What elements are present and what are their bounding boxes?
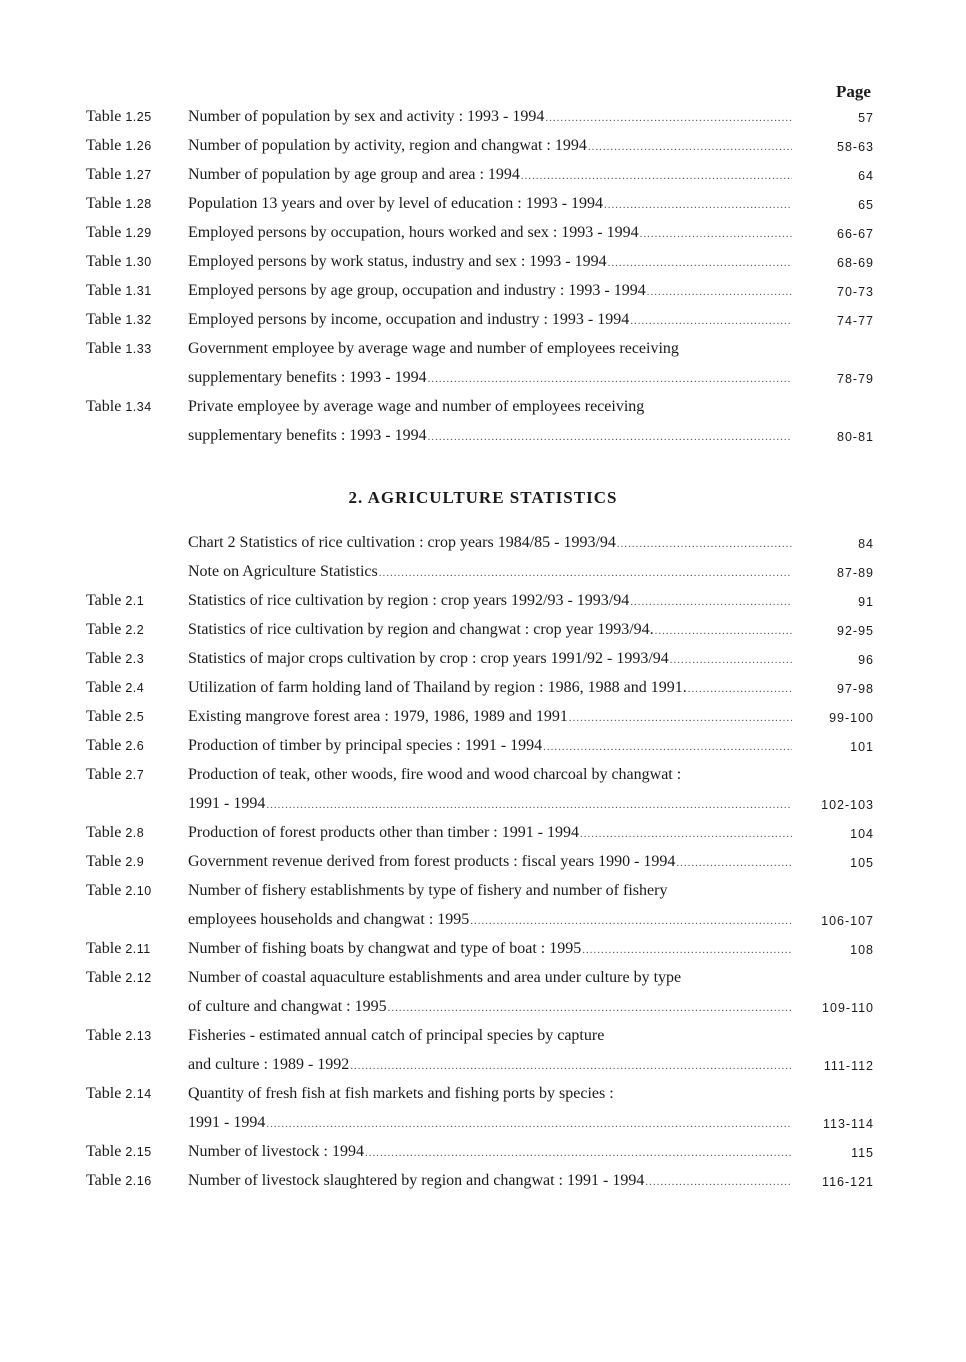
- toc-entry-title: Private employee by average wage and number of employees receiving: [188, 398, 645, 415]
- toc-entry-title: Statistics of major crops cultivation by crop : crop years 1991/92 - 1993/94: [188, 650, 669, 667]
- toc-entry-number: 2.7: [125, 768, 145, 782]
- toc-entry-title: Utilization of farm holding land of Thailand by region : 1986, 1988 and 1991.: [188, 679, 687, 696]
- toc-entry-number: 1.30: [125, 255, 152, 269]
- toc-entry-number: 2.13: [125, 1029, 152, 1043]
- toc-entry: [0, 650, 966, 679]
- toc-entry-number: 2.8: [125, 826, 145, 840]
- toc-entry-page: 74-77: [837, 314, 874, 328]
- toc-entry-label: [86, 108, 152, 126]
- section-heading-agriculture: 2. AGRICULTURE STATISTICS: [348, 488, 618, 507]
- toc-entry-title: 1991 - 1994: [188, 1114, 266, 1131]
- toc-entry-page: 97-98: [837, 682, 874, 696]
- toc-entry: [0, 940, 966, 969]
- toc-entry-page: 80-81: [837, 430, 874, 444]
- leader-dots: [588, 141, 792, 153]
- toc-entry: [0, 1143, 966, 1172]
- toc-entry-label: [86, 621, 144, 639]
- toc-entry-number: 1.31: [125, 284, 152, 298]
- page-column-header: Page: [836, 82, 871, 101]
- toc-entry-page: 105: [850, 856, 874, 870]
- toc-entry-title: supplementary benefits : 1993 - 1994: [188, 369, 427, 386]
- toc-entry-title: Population 13 years and over by level of education : 1993 - 1994: [188, 195, 604, 212]
- toc-entry-number: 1.28: [125, 197, 152, 211]
- toc-entry-page: 57: [858, 111, 874, 125]
- toc-entry-title: Quantity of fresh fish at fish markets and fishing ports by species :: [188, 1085, 614, 1102]
- toc-entry-label: [86, 1085, 152, 1103]
- leader-dots: [470, 915, 792, 927]
- toc-entry-label: [86, 1172, 152, 1190]
- toc-entry: [0, 534, 966, 563]
- toc-entry-title: Number of livestock slaughtered by region and changwat : 1991 - 1994: [188, 1172, 645, 1189]
- toc-entry: [0, 166, 966, 195]
- toc-entry-label: [86, 708, 144, 726]
- leader-dots: [630, 315, 792, 327]
- toc-entry-label: [86, 311, 152, 329]
- leader-dots: [688, 683, 792, 695]
- toc-entry-number: 2.15: [125, 1145, 152, 1159]
- toc-entry-prefix: Table: [86, 737, 122, 754]
- leader-dots: [647, 286, 792, 298]
- toc-entry-prefix: Table: [86, 195, 122, 212]
- toc-entry: [0, 679, 966, 708]
- toc-entry-title: Employed persons by income, occupation and industry : 1993 - 1994: [188, 311, 630, 328]
- toc-entry: [0, 853, 966, 882]
- toc-entry-page: 111-112: [823, 1059, 874, 1073]
- toc-entry-label: [86, 137, 152, 155]
- toc-entry-page: 102-103: [821, 798, 874, 812]
- toc-entry-label: [86, 195, 152, 213]
- toc-entry-page: 113-114: [822, 1117, 874, 1131]
- toc-entry-number: 2.12: [125, 971, 152, 985]
- leader-dots: [545, 112, 792, 124]
- toc-entry-title: Employed persons by occupation, hours worked and sex : 1993 - 1994: [188, 224, 639, 241]
- toc-entry-page: 108: [850, 943, 874, 957]
- toc-entry-prefix: Table: [86, 137, 122, 154]
- toc-entry-number: 1.26: [125, 139, 152, 153]
- toc-entry-page: 65: [858, 198, 874, 212]
- toc-entry: [0, 253, 966, 282]
- leader-dots: [608, 257, 792, 269]
- leader-dots: [388, 1002, 792, 1014]
- toc-entry-page: 96: [858, 653, 874, 667]
- toc-entry-label: [86, 882, 152, 900]
- leader-dots: [543, 741, 792, 753]
- toc-entry-label: [86, 737, 144, 755]
- toc-entry-page: 58-63: [837, 140, 874, 154]
- toc-entry-page: 109-110: [822, 1001, 874, 1015]
- toc-entry-prefix: Table: [86, 166, 122, 183]
- toc-entry-page: 66-67: [837, 227, 874, 241]
- toc-entry-title: supplementary benefits : 1993 - 1994: [188, 427, 427, 444]
- leader-dots: [640, 228, 792, 240]
- toc-entry-page: 99-100: [829, 711, 874, 725]
- toc-entry: [0, 737, 966, 766]
- toc-entry-prefix: Table: [86, 311, 122, 328]
- toc-entry-title: Number of livestock : 1994: [188, 1143, 364, 1160]
- toc-entry-title: and culture : 1989 - 1992: [188, 1056, 350, 1073]
- toc-entry-page: 104: [850, 827, 874, 841]
- toc-entry-number: 2.4: [125, 681, 145, 695]
- toc-entry-number: 1.29: [125, 226, 152, 240]
- toc-entry-label: [86, 398, 152, 416]
- toc-entry: [0, 224, 966, 253]
- toc-entry-page: 92-95: [837, 624, 874, 638]
- toc-entry-number: 1.34: [125, 400, 152, 414]
- toc-entry-title: Number of population by activity, region and changwat : 1994: [188, 137, 587, 154]
- toc-entry-prefix: Table: [86, 853, 122, 870]
- toc-entry-number: 1.33: [125, 342, 152, 356]
- leader-dots: [428, 431, 792, 443]
- toc-entry-title: Number of fishery establishments by type of fishery and number of fishery: [188, 882, 668, 899]
- toc-entry-title: Number of coastal aquaculture establishments and area under culture by type: [188, 969, 682, 986]
- toc-entry: [0, 137, 966, 166]
- leader-dots: [645, 1176, 792, 1188]
- toc-entry-title: Government revenue derived from forest products : fiscal years 1990 - 1994: [188, 853, 676, 870]
- toc-entry-title: employees households and changwat : 1995: [188, 911, 470, 928]
- toc-entry-prefix: Table: [86, 1085, 122, 1102]
- toc-entry-page: 87-89: [837, 566, 874, 580]
- leader-dots: [428, 373, 792, 385]
- toc-entry-prefix: Table: [86, 621, 122, 638]
- toc-entry-page: 84: [858, 537, 874, 551]
- toc-entry: [0, 708, 966, 737]
- leader-dots: [655, 625, 792, 637]
- toc-entry: [0, 969, 966, 1027]
- toc-entry: [0, 1085, 966, 1143]
- toc-entry-page: 64: [858, 169, 874, 183]
- leader-dots: [521, 170, 792, 182]
- toc-entry-title: 1991 - 1994: [188, 795, 266, 812]
- toc-entry-prefix: Table: [86, 108, 122, 125]
- toc-entry-title: Number of fishing boats by changwat and type of boat : 1995: [188, 940, 582, 957]
- leader-dots: [580, 828, 792, 840]
- toc-entry: [0, 398, 966, 456]
- toc-entry-page: 78-79: [837, 372, 874, 386]
- toc-entry-title: Government employee by average wage and number of employees receiving: [188, 340, 679, 357]
- toc-entry-prefix: Table: [86, 1172, 122, 1189]
- toc-entry-title: Statistics of rice cultivation by region : crop years 1992/93 - 1993/94: [188, 592, 630, 609]
- toc-entry-title: of culture and changwat : 1995: [188, 998, 387, 1015]
- toc-entry-label: [86, 1143, 152, 1161]
- toc-entry-number: 2.16: [125, 1174, 152, 1188]
- leader-dots: [379, 567, 792, 579]
- toc-entry: [0, 1027, 966, 1085]
- leader-dots: [266, 799, 792, 811]
- toc-entry-label: [86, 166, 152, 184]
- toc-entry-prefix: Table: [86, 282, 122, 299]
- toc-entry-number: 2.2: [125, 623, 145, 637]
- toc-entry-prefix: Table: [86, 708, 122, 725]
- toc-entry-prefix: Table: [86, 1143, 122, 1160]
- leader-dots: [617, 538, 792, 550]
- toc-entry-title: Number of population by sex and activity : 1993 - 1994: [188, 108, 545, 125]
- toc-entry: [0, 340, 966, 398]
- toc-entry-page: 68-69: [837, 256, 874, 270]
- toc-entry-label: [86, 853, 144, 871]
- toc-entry-title: Note on Agriculture Statistics: [188, 563, 378, 580]
- toc-entry-label: [86, 824, 144, 842]
- toc-entry-prefix: Table: [86, 650, 122, 667]
- leader-dots: [676, 857, 792, 869]
- toc-entry-number: 2.10: [125, 884, 152, 898]
- toc-entry-label: [86, 224, 152, 242]
- toc-entry-title: Employed persons by age group, occupation and industry : 1993 - 1994: [188, 282, 646, 299]
- toc-entry-prefix: Table: [86, 1027, 122, 1044]
- toc-entry-title: Production of forest products other than timber : 1991 - 1994: [188, 824, 580, 841]
- leader-dots: [569, 712, 792, 724]
- toc-entry-title: Fisheries - estimated annual catch of principal species by capture: [188, 1027, 605, 1044]
- toc-entry-title: Production of teak, other woods, fire wood and wood charcoal by changwat :: [188, 766, 682, 783]
- toc-entry-prefix: Table: [86, 679, 122, 696]
- toc-entry: [0, 1172, 966, 1201]
- toc-entry-prefix: Table: [86, 340, 122, 357]
- toc-entry-label: [86, 340, 152, 358]
- toc-entry-number: 1.27: [125, 168, 152, 182]
- toc-entry-label: [86, 282, 152, 300]
- leader-dots: [670, 654, 792, 666]
- toc-entry: [0, 108, 966, 137]
- toc-entry-prefix: Table: [86, 969, 122, 986]
- toc-entry-label: [86, 592, 144, 610]
- toc-entry-prefix: Table: [86, 882, 122, 899]
- toc-entry-number: 2.3: [125, 652, 145, 666]
- toc-entry-prefix: Table: [86, 766, 122, 783]
- toc-entry-label: [86, 650, 144, 668]
- toc-entry-page: 116-121: [822, 1175, 874, 1189]
- toc-entry: [0, 195, 966, 224]
- toc-entry: [0, 592, 966, 621]
- leader-dots: [604, 199, 792, 211]
- toc-entry-number: 1.32: [125, 313, 152, 327]
- toc-entry-title: Statistics of rice cultivation by region and changwat : crop year 1993/94.: [188, 621, 654, 638]
- toc-entry-prefix: Table: [86, 398, 122, 415]
- toc-entry-number: 2.6: [125, 739, 145, 753]
- toc-entry-number: 2.11: [125, 942, 151, 956]
- toc-entry-page: 101: [850, 740, 874, 754]
- leader-dots: [365, 1147, 792, 1159]
- toc-entry: [0, 282, 966, 311]
- toc-entry-title: Number of population by age group and area : 1994: [188, 166, 520, 183]
- toc-entry-label: [86, 969, 152, 987]
- toc-entry-number: 2.1: [125, 594, 145, 608]
- leader-dots: [582, 944, 792, 956]
- toc-entry-number: 2.5: [125, 710, 145, 724]
- toc-entry-page: 106-107: [821, 914, 874, 928]
- toc-entry: [0, 766, 966, 824]
- toc-entry-prefix: Table: [86, 224, 122, 241]
- toc-entry-label: [86, 253, 152, 271]
- toc-entry: [0, 882, 966, 940]
- leader-dots: [350, 1060, 792, 1072]
- toc-entry-title: Employed persons by work status, industry and sex : 1993 - 1994: [188, 253, 607, 270]
- toc-entry-title: Existing mangrove forest area : 1979, 1986, 1989 and 1991: [188, 708, 568, 725]
- toc-entry-page: 91: [858, 595, 874, 609]
- toc-entry-title: Production of timber by principal species : 1991 - 1994: [188, 737, 543, 754]
- toc-entry: [0, 824, 966, 853]
- toc-entry-label: [86, 766, 144, 784]
- toc-entry: [0, 621, 966, 650]
- toc-entry-number: 1.25: [125, 110, 152, 124]
- toc-entry-prefix: Table: [86, 592, 122, 609]
- leader-dots: [266, 1118, 792, 1130]
- toc-entry-prefix: Table: [86, 940, 122, 957]
- toc-entry-label: [86, 679, 144, 697]
- leader-dots: [630, 596, 792, 608]
- toc-entry-number: 2.14: [125, 1087, 152, 1101]
- toc-entry-label: [86, 940, 151, 958]
- toc-entry-number: 2.9: [125, 855, 145, 869]
- toc-entry-prefix: Table: [86, 824, 122, 841]
- toc-entry: [0, 563, 966, 592]
- toc-entry: [0, 311, 966, 340]
- toc-entry-page: 115: [851, 1146, 874, 1160]
- toc-entry-page: 70-73: [837, 285, 874, 299]
- toc-entry-prefix: Table: [86, 253, 122, 270]
- toc-entry-label: [86, 1027, 152, 1045]
- toc-entry-title: Chart 2 Statistics of rice cultivation : crop years 1984/85 - 1993/94: [188, 534, 616, 551]
